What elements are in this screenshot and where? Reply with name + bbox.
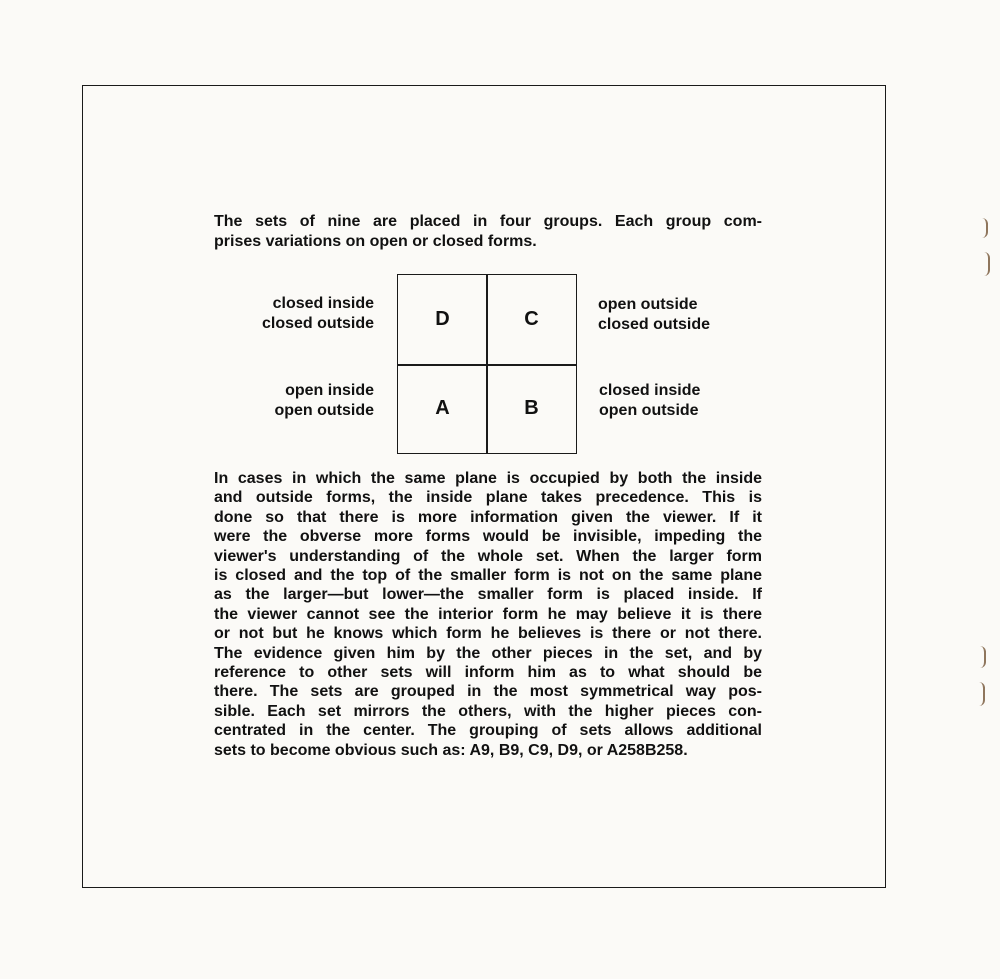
intro-paragraph xyxy=(214,212,762,252)
body-line: is closed and the top of the smaller form is not on the same plane xyxy=(214,567,762,585)
body-line: as the larger—but lower—the smaller form is placed inside. If xyxy=(214,586,762,604)
label-group-c xyxy=(598,295,768,335)
label-group-b xyxy=(599,381,769,421)
label-line: open outside xyxy=(598,296,698,313)
label-line: open inside xyxy=(285,382,374,399)
grid-cell-c: C xyxy=(524,308,539,330)
body-line: centrated in the center. The grouping of sets allows additional xyxy=(214,722,762,740)
body-line: and outside forms, the inside plane takes precedence. This is xyxy=(214,489,762,507)
body-line: the viewer cannot see the interior form he may believe it is there xyxy=(214,605,762,623)
binder-mark xyxy=(984,252,990,276)
binder-mark xyxy=(979,682,985,706)
label-line: closed inside xyxy=(272,295,374,312)
body-line: done so that there is more information given the viewer. If it xyxy=(214,508,762,526)
label-group-d xyxy=(214,294,374,334)
label-line: closed outside xyxy=(261,315,374,332)
binder-mark xyxy=(982,218,988,238)
grid-cell-b: B xyxy=(524,397,539,419)
label-line: open outside xyxy=(599,402,699,419)
grid-cell-d: D xyxy=(435,308,450,330)
group-grid-diagram xyxy=(397,274,577,454)
label-line: closed outside xyxy=(598,316,711,333)
body-line: or not but he knows which form he believes is there or not there. xyxy=(214,625,762,643)
grid-cell-a: A xyxy=(435,397,450,419)
body-line: sible. Each set mirrors the others, with the higher pieces con- xyxy=(214,702,762,720)
intro-line: prises variations on open or closed forms. xyxy=(214,233,537,250)
intro-line: The sets of nine are placed in four groups. Each group com- xyxy=(214,213,762,230)
body-line: viewer's understanding of the whole set. When the larger form xyxy=(214,547,762,565)
body-paragraph xyxy=(214,469,762,760)
body-line: were the obverse more forms would be invisible, impeding the xyxy=(214,528,762,546)
label-group-a xyxy=(214,381,374,421)
body-line: The evidence given him by the other pieces in the set, and by xyxy=(214,644,762,662)
body-line: sets to become obvious such as: A9, B9, C9, D9, or A258B258. xyxy=(214,741,688,759)
label-line: open outside xyxy=(274,402,374,419)
body-line: reference to other sets will inform him as to what should be xyxy=(214,664,762,682)
body-line: there. The sets are grouped in the most symmetrical way pos- xyxy=(214,683,762,701)
label-line: closed inside xyxy=(599,382,701,399)
body-line: In cases in which the same plane is occupied by both the inside xyxy=(214,470,762,487)
binder-mark xyxy=(980,646,986,668)
